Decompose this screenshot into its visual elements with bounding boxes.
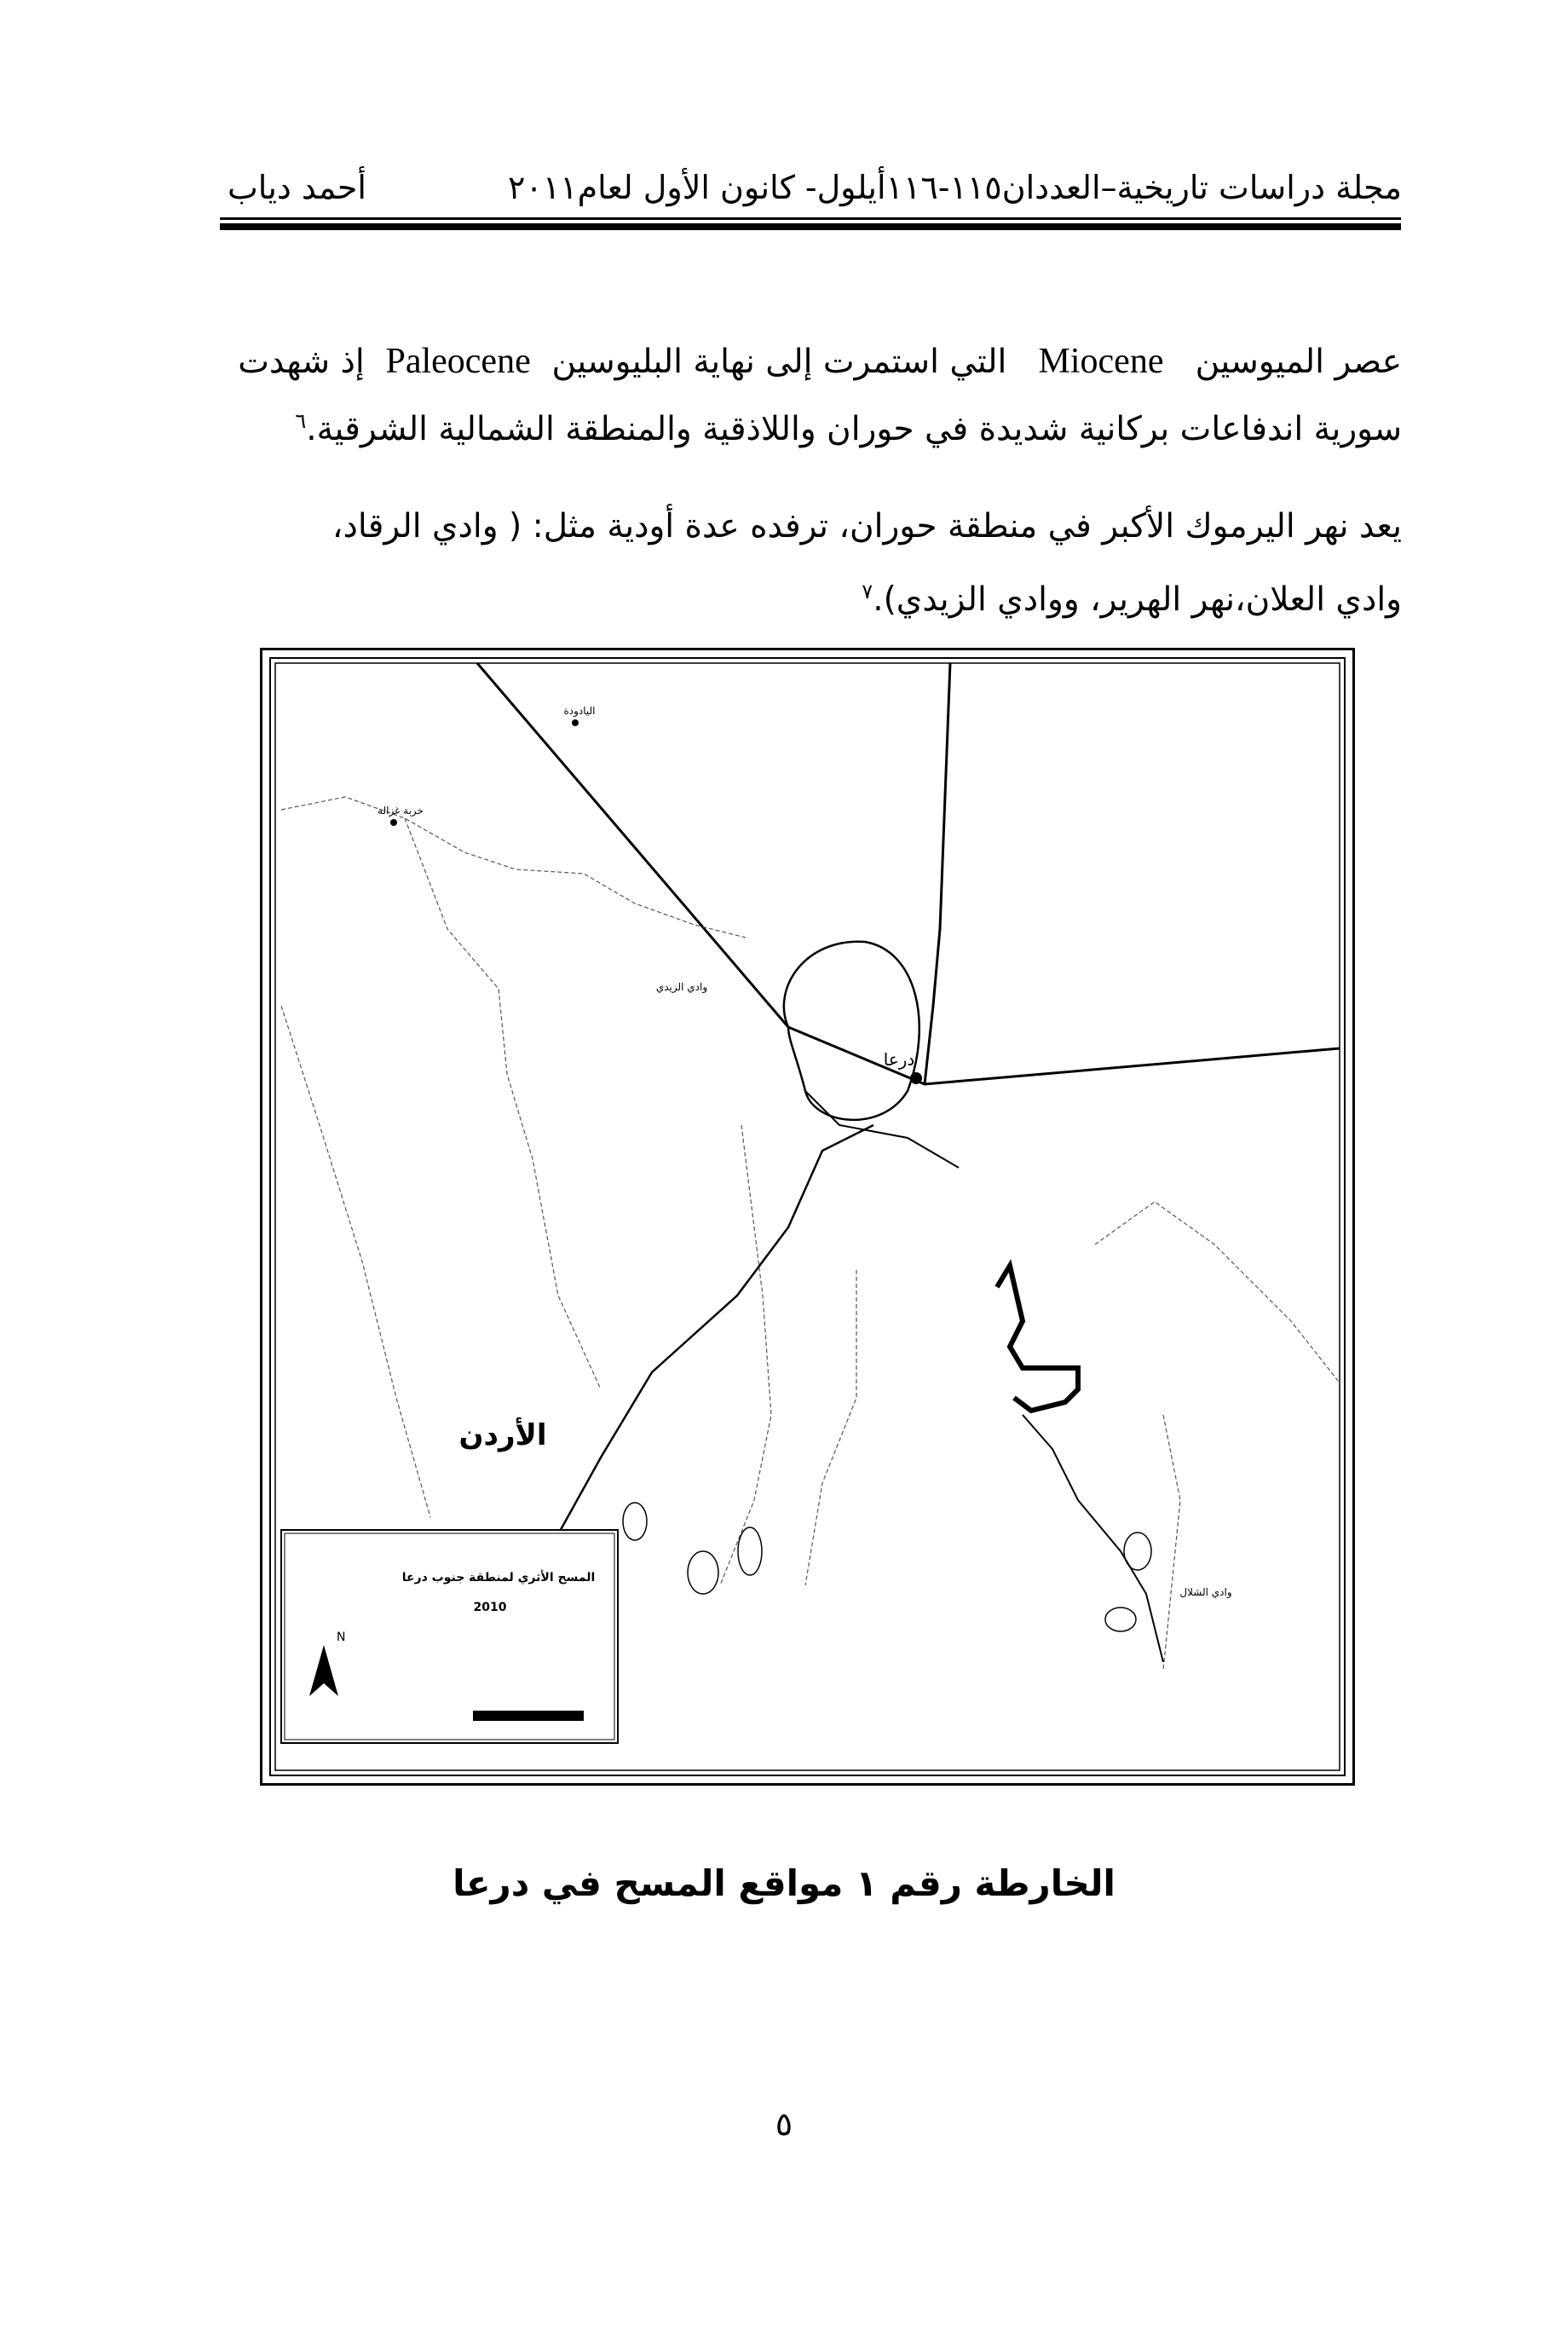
map-caption: الخارطة رقم ١ مواقع المسح في درعا xyxy=(453,1862,1115,1904)
wadi-thin-1 xyxy=(720,1125,771,1585)
legend-year: 2010 xyxy=(473,1601,507,1614)
site-loop-3 xyxy=(738,1527,762,1575)
p2-line1: يعد نهر اليرموك الأكبر في منطقة حوران، ترفده عدة أودية مثل: ( وادي الرقاد، xyxy=(331,507,1402,545)
p1-latin-paleocene: Paleocene xyxy=(385,342,531,381)
footnote-6: ٦ xyxy=(295,409,307,433)
town-dot-top xyxy=(572,719,579,726)
legend-title: المسح الأثري لمنطقة جنوب درعا xyxy=(401,1571,596,1584)
site-loop-1 xyxy=(623,1503,647,1540)
p1-text-c: إذ شهدت xyxy=(238,343,365,381)
wadi-thin-east xyxy=(1095,1202,1338,1381)
journal-title: مجلة دراسات تاريخية–العددان١١٥-١١٦أيلول- كانون الأول لعام٢٠١١ xyxy=(508,169,1402,206)
site-loop-5 xyxy=(1105,1608,1136,1631)
p1-text-a: عصر الميوسين xyxy=(1195,343,1402,381)
town-dot-left xyxy=(390,819,397,826)
border-line-north xyxy=(925,663,950,1084)
border-line-west xyxy=(477,663,1340,1084)
label-jordan: الأردن xyxy=(458,1418,547,1452)
footnote-7: ٧ xyxy=(862,580,873,603)
author-name: أحمد دياب xyxy=(228,169,366,206)
paragraph2-line1 xyxy=(332,507,1402,545)
wadi-main xyxy=(1023,1415,1163,1662)
wadi-thin-3 xyxy=(1163,1415,1180,1671)
site-loop-2 xyxy=(688,1551,718,1594)
label-wadi: وادي الزيدي xyxy=(655,981,708,993)
site-loop-4 xyxy=(1124,1533,1151,1570)
header-rule-thin xyxy=(220,217,1401,220)
paragraph1-line1 xyxy=(238,341,1402,382)
paragraph2-line2 xyxy=(862,580,1402,619)
label-town-left: خربة غزالة xyxy=(378,805,424,817)
river-west-thin xyxy=(405,818,601,1389)
north-label: N xyxy=(337,1631,346,1644)
river-branch xyxy=(805,1091,959,1168)
paragraph1-line2 xyxy=(295,409,1402,448)
page-header xyxy=(217,162,1402,213)
daraa-city-dot xyxy=(910,1072,922,1084)
scale-bar xyxy=(473,1711,584,1721)
p1-line2: سورية اندفاعات بركانية شديدة في حوران واللاذقية والمنطقة الشمالية الشرقية. xyxy=(306,410,1402,448)
p2-line2: وادي العلان،نهر الهرير، ووادي الزيدي). xyxy=(873,580,1402,619)
header-rule-thick xyxy=(220,223,1401,230)
survey-map xyxy=(260,648,1355,1786)
p1-text-b: التي استمرت إلى نهاية البليوسين xyxy=(551,343,1007,381)
daraa-boundary xyxy=(784,942,919,1120)
label-daraa: درعا xyxy=(883,1049,915,1070)
label-town-top: اليادودة xyxy=(563,705,596,717)
wadi-thick xyxy=(997,1266,1078,1411)
p1-latin-miocene: Miocene xyxy=(1038,342,1164,381)
page-number: ٥ xyxy=(775,2105,793,2143)
jordan-border-thin xyxy=(281,1006,430,1517)
wadi-thin-2 xyxy=(805,1270,856,1585)
label-east: وادي الشلال xyxy=(1179,1586,1232,1598)
river-north-thin xyxy=(281,797,746,938)
